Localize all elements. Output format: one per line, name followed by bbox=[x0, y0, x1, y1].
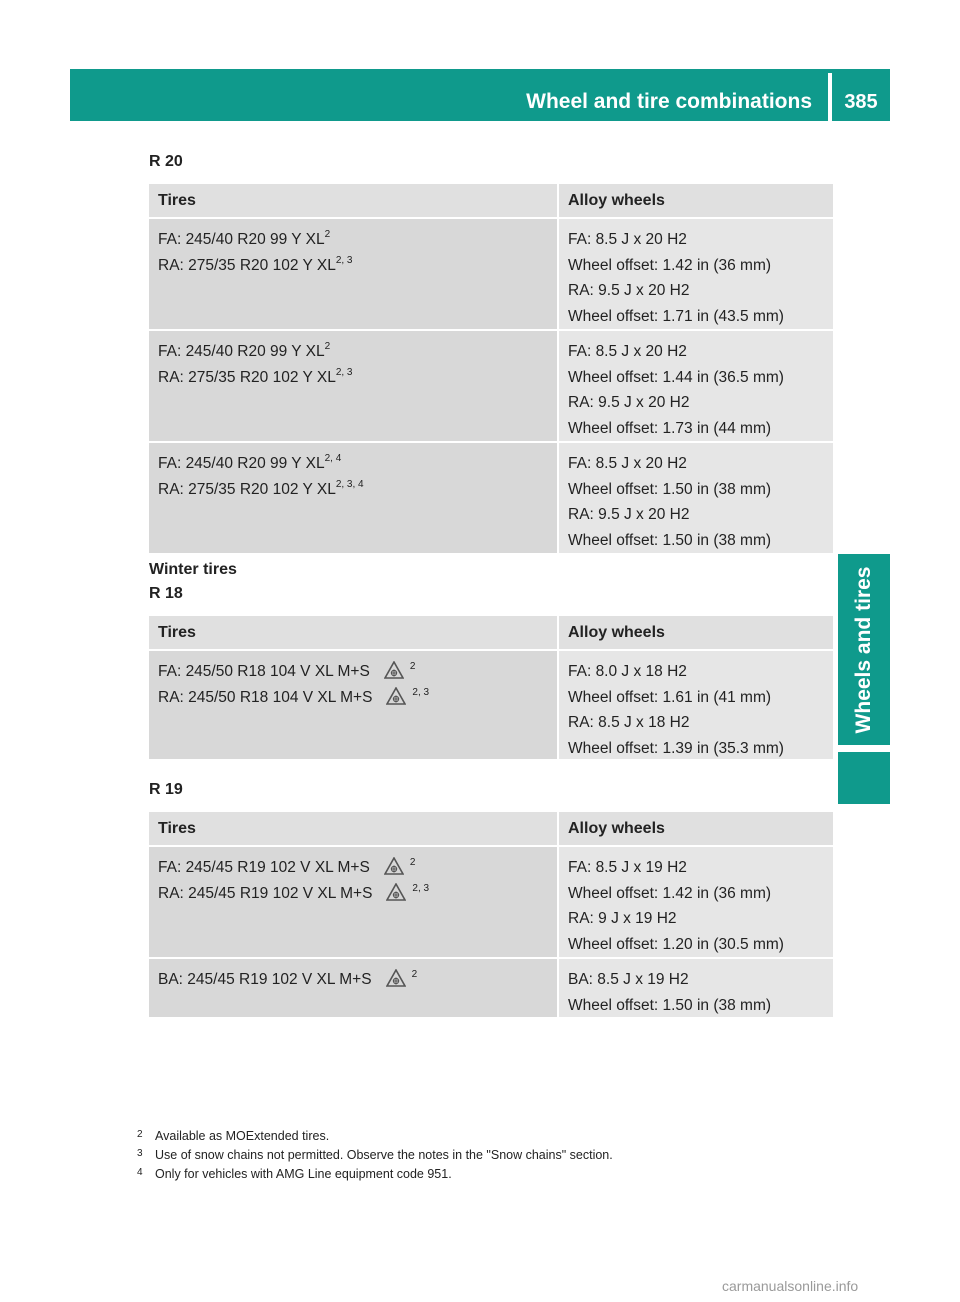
table-row bbox=[149, 959, 833, 1017]
tire-spec: RA: 245/50 R18 104 V XL M+S $^{2, 3}$ bbox=[158, 686, 430, 706]
tire-spec: RA: 275/35 R20 102 Y XL$^{2, 3}$ bbox=[158, 254, 353, 274]
snowflake-mountain-icon bbox=[386, 687, 406, 705]
wheel-spec: Wheel offset: 1.42 in (36 mm) bbox=[568, 884, 772, 902]
watermark: carmanualsonline.info bbox=[722, 1278, 859, 1294]
snowflake-mountain-icon bbox=[386, 969, 406, 987]
tires-cell bbox=[149, 847, 559, 957]
wheels-cell bbox=[559, 847, 833, 957]
wheels-cell bbox=[559, 219, 833, 329]
side-tab-label: Wheels and tires bbox=[852, 566, 875, 734]
page-number: 385 bbox=[844, 91, 878, 113]
table-r20 bbox=[149, 184, 833, 553]
wheel-spec: RA: 9.5 J x 20 H2 bbox=[568, 282, 690, 299]
wheel-spec: Wheel offset: 1.50 in (38 mm) bbox=[568, 996, 772, 1014]
footnote: 2 Available as MOExtended tires. bbox=[137, 1129, 330, 1143]
wheel-spec: Wheel offset: 1.50 in (38 mm) bbox=[568, 480, 772, 498]
tire-spec: RA: 245/45 R19 102 V XL M+S $^{2, 3}$ bbox=[158, 882, 430, 902]
table-header bbox=[149, 616, 833, 651]
section-title-r19: R 19 bbox=[149, 781, 183, 798]
footnote: 4 Only for vehicles with AMG Line equipment code 951. bbox=[137, 1167, 452, 1181]
table-row bbox=[149, 847, 833, 959]
wheel-spec: Wheel offset: 1.39 in (35.3 mm) bbox=[568, 739, 784, 757]
tires-cell bbox=[149, 959, 559, 1017]
tires-cell bbox=[149, 443, 559, 553]
section-title-r18: R 18 bbox=[149, 585, 183, 602]
table-r18 bbox=[149, 616, 833, 759]
wheel-spec: Wheel offset: 1.50 in (38 mm) bbox=[568, 531, 772, 549]
table-row bbox=[149, 219, 833, 331]
wheel-spec: RA: 9.5 J x 20 H2 bbox=[568, 506, 690, 523]
tire-spec: FA: 245/45 R19 102 V XL M+S $^2$ bbox=[158, 857, 416, 876]
wheel-spec: FA: 8.5 J x 20 H2 bbox=[568, 343, 687, 360]
wheel-spec: Wheel offset: 1.42 in (36 mm) bbox=[568, 256, 772, 274]
tire-spec: FA: 245/40 R20 99 Y $XL^2$ bbox=[158, 229, 331, 248]
table-row bbox=[149, 331, 833, 443]
wheel-spec: RA: 8.5 J x 18 H2 bbox=[568, 714, 690, 731]
wheels-cell bbox=[559, 443, 833, 553]
wheel-spec: FA: 8.5 J x 19 H2 bbox=[568, 859, 687, 876]
tires-cell bbox=[149, 219, 559, 329]
wheels-cell bbox=[559, 651, 833, 759]
wheels-cell bbox=[559, 331, 833, 441]
footnotes bbox=[137, 1126, 613, 1183]
tire-spec: FA: 245/50 R18 104 V XL M+S $^2$ bbox=[158, 661, 416, 680]
column-header-tires: Tires bbox=[149, 184, 559, 217]
wheel-spec: FA: 8.5 J x 20 H2 bbox=[568, 231, 687, 248]
tire-spec: BA: 245/45 R19 102 V XL M+S $^2$ bbox=[158, 969, 418, 988]
section-pretitle-winter-tires: Winter tires bbox=[149, 561, 237, 578]
table-header bbox=[149, 812, 833, 847]
column-header-alloy-wheels: Alloy wheels bbox=[559, 812, 833, 845]
side-tab-block bbox=[838, 752, 890, 804]
table-r19 bbox=[149, 812, 833, 1017]
chapter-title: Wheel and tire combinations bbox=[526, 90, 812, 113]
column-header-tires: Tires bbox=[149, 616, 559, 649]
wheel-spec: Wheel offset: 1.44 in (36.5 mm) bbox=[568, 368, 784, 386]
footnote: 3 Use of snow chains not permitted. Observe the notes in the "Snow chains" section. bbox=[137, 1148, 613, 1162]
tire-spec: FA: 245/40 R20 99 Y $XL^2$ bbox=[158, 341, 331, 360]
wheel-spec: FA: 8.0 J x 18 H2 bbox=[568, 663, 687, 680]
table-header bbox=[149, 184, 833, 219]
wheel-spec: RA: 9 J x 19 H2 bbox=[568, 910, 677, 927]
tires-cell bbox=[149, 651, 559, 759]
wheel-spec: RA: 9.5 J x 20 H2 bbox=[568, 394, 690, 411]
tire-spec: RA: 275/35 R20 102 Y XL$^{2, 3}$ bbox=[158, 366, 353, 386]
column-header-alloy-wheels: Alloy wheels bbox=[559, 184, 833, 217]
column-header-tires: Tires bbox=[149, 812, 559, 845]
tire-spec: RA: 275/35 R20 102 Y XL$^{2, 3, 4}$ bbox=[158, 478, 364, 498]
wheel-spec: FA: 8.5 J x 20 H2 bbox=[568, 455, 687, 472]
column-header-alloy-wheels: Alloy wheels bbox=[559, 616, 833, 649]
wheels-cell bbox=[559, 959, 833, 1017]
snowflake-mountain-icon bbox=[384, 857, 404, 875]
snowflake-mountain-icon bbox=[386, 883, 406, 901]
wheel-spec: Wheel offset: 1.73 in (44 mm) bbox=[568, 419, 772, 437]
tire-spec: FA: 245/40 R20 99 Y XL$^{2, 4}$ bbox=[158, 453, 342, 472]
table-row bbox=[149, 443, 833, 553]
wheel-spec: Wheel offset: 1.20 in (30.5 mm) bbox=[568, 935, 784, 953]
wheel-spec: Wheel offset: 1.71 in (43.5 mm) bbox=[568, 307, 784, 325]
section-title-r20: R 20 bbox=[149, 153, 183, 170]
wheel-spec: Wheel offset: 1.61 in (41 mm) bbox=[568, 688, 772, 706]
wheel-spec: BA: 8.5 J x 19 H2 bbox=[568, 971, 689, 988]
tires-cell bbox=[149, 331, 559, 441]
snowflake-mountain-icon bbox=[384, 661, 404, 679]
page-header bbox=[70, 69, 890, 121]
table-row bbox=[149, 651, 833, 759]
